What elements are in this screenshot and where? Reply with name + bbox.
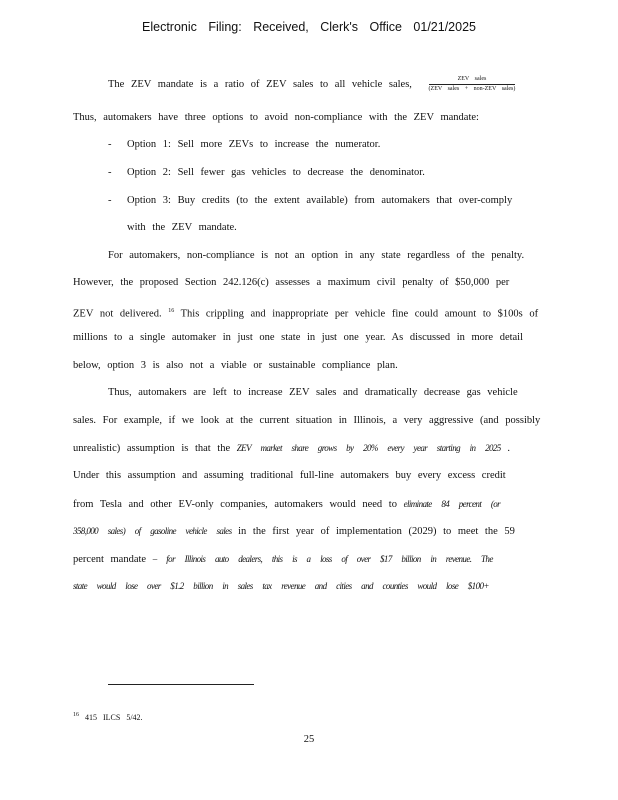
option-2: Option 2: Sell fewer gas vehicles to decrease the denominator. <box>127 167 425 178</box>
option-1: Option 1: Sell more ZEVs to increase the numerator. <box>127 139 381 150</box>
text-segment: This crippling and inappropriate per vehicle fine could amount to $100s of <box>180 308 539 320</box>
paragraph-2-line-3 <box>73 304 538 322</box>
footnote-16 <box>73 712 143 722</box>
filing-header: Electronic Filing: Received, Clerk's Office 01/21/2025 <box>142 20 476 34</box>
paragraph-3-line-1: Thus, automakers are left to increase ZEV sales and dramatically decrease gas vehicle <box>108 387 518 398</box>
text-segment: The ZEV mandate is a ratio of ZEV sales to all vehicle sales, <box>108 78 412 90</box>
paragraph-1-line-2: Thus, automakers have three options to avoid non-compliance with the ZEV mandate: <box>73 112 479 123</box>
paragraph-1-line-1 <box>108 76 515 93</box>
paragraph-2-line-2: However, the proposed Section 242.126(c) assesses a maximum civil penalty of $50,000 per <box>73 277 510 288</box>
bullet-dash: - <box>108 167 112 178</box>
fraction-denominator: (ZEV sales + non-ZEV sales) <box>428 86 516 92</box>
bullet-dash: - <box>108 195 112 206</box>
paragraph-3-line-6 <box>73 524 515 539</box>
text-segment: . <box>507 443 510 454</box>
emphasized-text: 358,000 sales) of gasoline vehicle sales <box>73 526 232 536</box>
text-segment: ZEV not delivered. <box>73 308 162 320</box>
emphasized-text: eliminate 84 percent (or <box>403 499 501 509</box>
paragraph-2-line-4: millions to a single automaker in just one state in just one year. As discussed in more detail <box>73 332 524 343</box>
zev-ratio-fraction <box>429 76 516 93</box>
footnote-divider <box>108 684 254 685</box>
text-segment: unrealistic) assumption is that the <box>73 443 231 454</box>
paragraph-3-line-5 <box>73 497 500 512</box>
footnote-reference[interactable]: 16 <box>168 308 175 314</box>
paragraph-3-line-2: sales. For example, if we look at the current situation in Illinois, a very aggressive (and possibly <box>73 415 541 426</box>
fraction-numerator: ZEV sales <box>429 76 516 85</box>
option-3-line-2: with the ZEV mandate. <box>127 222 237 233</box>
text-segment: percent mandate <box>73 554 147 565</box>
bullet-dash: - <box>108 139 112 150</box>
paragraph-3-line-3 <box>73 441 510 456</box>
option-3-line-1: Option 3: Buy credits (to the extent available) from automakers that over-comply <box>127 195 513 206</box>
paragraph-3-line-7 <box>73 552 493 567</box>
paragraph-2-line-5: below, option 3 is also not a viable or sustainable compliance plan. <box>73 360 398 371</box>
footnote-mark: 16 <box>73 712 79 718</box>
paragraph-2-line-1: For automakers, non-compliance is not an option in any state regardless of the penalty. <box>108 250 525 261</box>
emphasized-text: ZEV market share grows by 20% every year starting in 2025 <box>236 443 501 453</box>
page-number: 25 <box>303 734 315 745</box>
paragraph-3-line-4: Under this assumption and assuming traditional full-line automakers buy every excess credit <box>73 470 506 481</box>
text-segment: from Tesla and other EV-only companies, automakers would need to <box>73 499 397 510</box>
emphasized-text: – for Illinois auto dealers, this is a loss of over $17 billion in revenue. The <box>152 554 493 564</box>
footnote-text: 415 ILCS 5/42. <box>85 712 143 722</box>
text-segment: in the first year of implementation (2029) to meet the 59 <box>238 526 515 537</box>
paragraph-3-line-8: state would lose over $1.2 billion in sales tax revenue and cities and counties would lose $100+ <box>73 581 489 591</box>
